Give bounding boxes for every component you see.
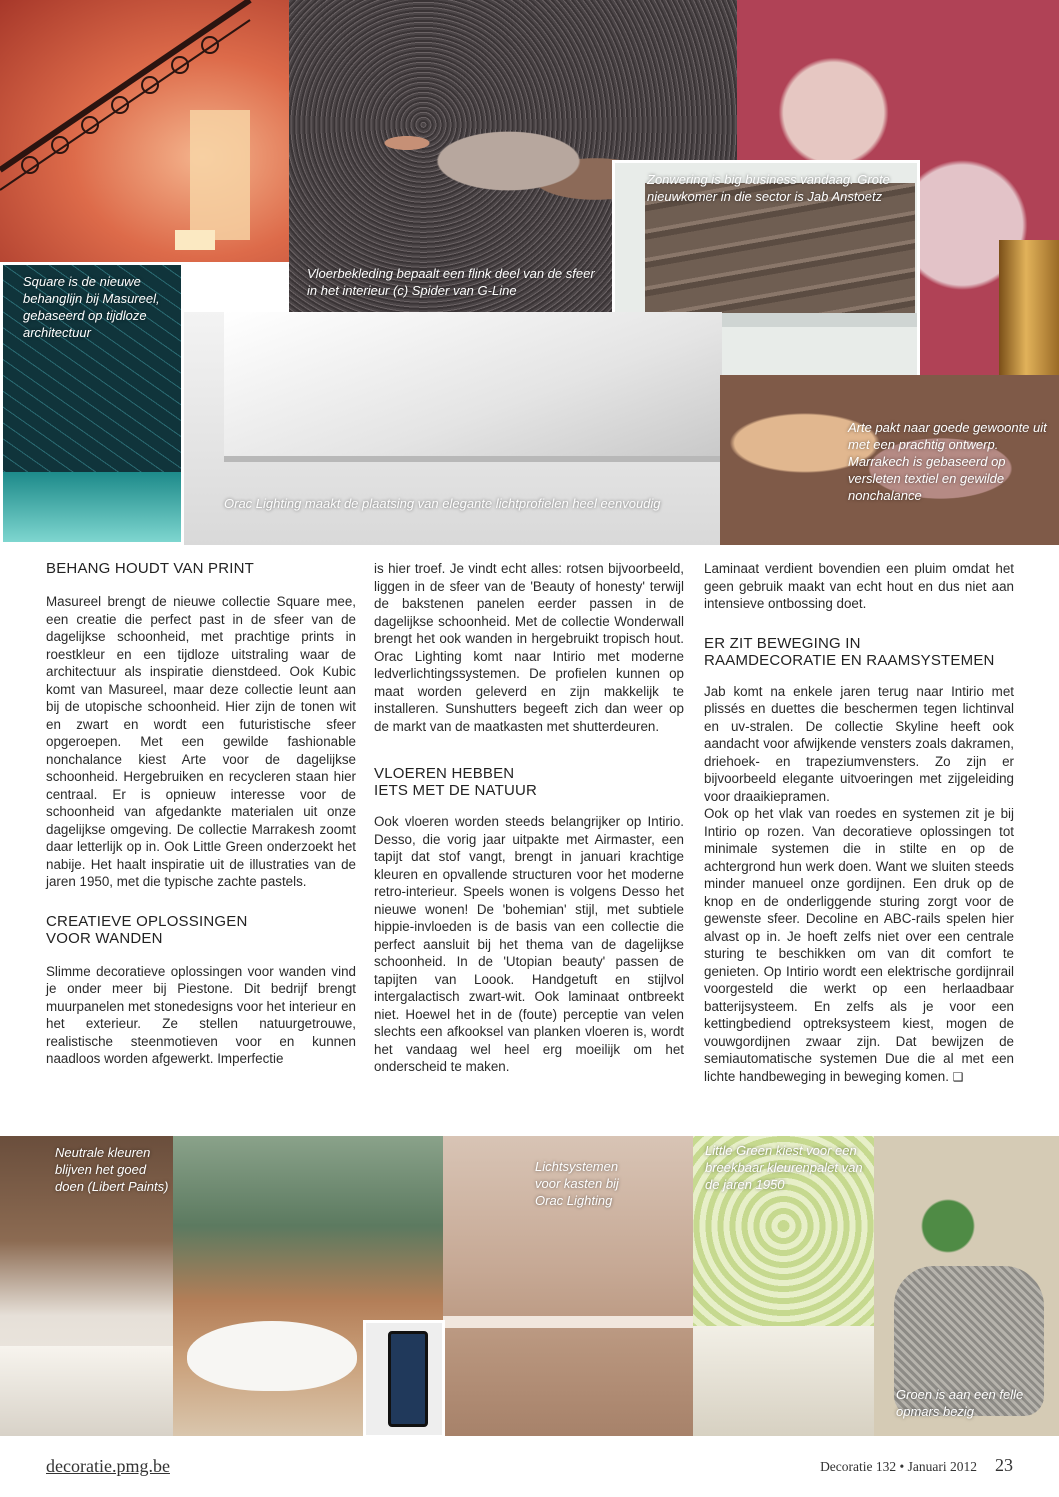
caption-green: Groen is aan een felle opmars bezig [896, 1387, 1024, 1419]
paragraph-raamsystemen [704, 805, 1014, 1086]
phone-screen-graphic [388, 1331, 428, 1427]
photo-square-wallpaper [0, 262, 184, 545]
footer-website-link[interactable]: decoratie.pmg.be [46, 1456, 170, 1476]
paragraph-raamsystemen-text: Ook op het vlak van roedes en systemen zit je bij Intirio op rozen. Van decoratieve oplossingen tot minimale systemen die in stilte en op de achtergrond hun werk doen. Want we sluiten steeds minder manueel onze gordijnen. Een druk op de knop en de onderliggende sturing zorgt voor de gewenste sfeer. Decoline en ABC-rails spelen hier alvast op in. Je hoeft zelfs niet over een centrale sturing te beschikken om van dit comfort te genieten. Op Intirio wordt een elektrische gordijnrail voorgesteld die werkt op een herlaadbaar batterijsysteem. En zelfs als je voor een kettingbediend optreksysteem kiest, mogen de vouwgordijnen zwaar zijn. Dat bewijzen de semiautomatische systemen Due die al met een lichte handbeweging in beweging komen. [704, 806, 1014, 1084]
end-mark-icon: ❑ [952, 1069, 964, 1084]
photo-orac-lighting [184, 312, 722, 545]
heading-creatieve [46, 913, 356, 947]
paragraph-vloeren: Ook vloeren worden steeds belangrijker op Intirio. Desso, die vorig jaar uitpakte met Airmaster, een tapijt dat stof vangt, brengt in januari krachtige kleuren en opvallende structuren voor het moderne retro-interieur. Speels wonen is volgens Desso het nieuwe wonen! De 'bohemian' stijl, met subtiele hippie-invloeden is de basis van een collectie die perfect aansluit bij het thema van de dagelijkse schoonheid. In de 'Utopian beauty' passen de tapijten van Loook. Handgetuft en stijlvol intergalactisch zwart-wit. Ook laminaat ontbreekt niet. Hoewel het in de (foute) perceptie van velen slechts een afkooksel van planken vloeren is, wordt het vandaag wel heel erg moeilijk om het onderscheid te maken. [374, 814, 684, 1074]
photo-arte-marrakech [720, 375, 1059, 545]
caption-arte: Arte pakt naar goede gewoonte uit met een prachtig ontwerp. Marrakech is gebaseerd op versleten textiel en gewilde nonchalance [848, 420, 1047, 503]
heading-vloeren [374, 765, 684, 799]
heading-creatieve-line2: VOOR WANDEN [46, 929, 163, 947]
bed-graphic [0, 1346, 173, 1436]
dining-table-graphic [693, 1326, 874, 1436]
article-column-3 [704, 560, 1014, 1086]
bathtub-graphic [187, 1321, 357, 1391]
caption-light: Lichtsystemen voor kasten bij Orac Lighting [535, 1159, 619, 1208]
caption-blinds: Zonwering is big business vandaag. Grote nieuwkomer in die sector is Jab Anstoetz [647, 172, 890, 204]
photo-staircase [0, 0, 289, 262]
heading-raamdecoratie-line1: ER ZIT BEWEGING IN [704, 634, 861, 652]
paragraph-raamdecoratie: Jab komt na enkele jaren terug naar Intirio met plissés en duettes die beschermen tegen lichtinval en uv-stralen. De collectie Skyline heeft ook aandacht voor afwijkende vensters zoals dakramen, driehoek- en trapeziumvensters. Zo zijn er bijvoorbeeld elegante uitvoeringen met zijgeleiding voor draaikiepramen. [704, 683, 1014, 804]
paragraph-wanden: Slimme decoratieve oplossingen voor wanden vind je onder meer bij Piestone. Dit bedrijf brengt muurpanelen met stonedesigns voor het interieur en het exterieur. Ze stellen natuurgetrouwe, realistische steenmotieven voor en kunnen naadloos worden afgewerkt. Imperfectie [46, 963, 356, 1066]
staircase-railing-graphic [0, 0, 289, 262]
heading-vloeren-line2: IETS MET DE NATUUR [374, 782, 538, 799]
caption-square: Square is de nieuwe behanglijn bij Masureel, gebaseerd op tijdloze architectuur [23, 274, 160, 340]
article-column-2 [374, 560, 684, 1076]
woman-on-carpet-graphic [349, 95, 639, 215]
caption-carpet: Vloerbekleding bepaalt een flink deel van de sfeer in het interieur (c) Spider van G-Line [307, 266, 595, 298]
heading-raamdecoratie-line2: RAAMDECORATIE EN RAAMSYSTEMEN [704, 651, 995, 669]
paragraph-wanden-continued: is hier troef. Je vindt echt alles: rotsen bijvoorbeeld, liggen in de sfeer van de 'Beauty of honesty' terwijl de bakstenen panelen eerder passen in de dagelijkse schoonheid. Met de collectie Wonderwall brengt het ook wanden in hergebruikt tropisch hout. Orac Lighting komt naar Intirio met moderne ledverlichtingssystemen. De profielen kunnen op maat worden geleverd en zijn makkelijk te installeren. Sunshutters begeeft zich dan weer op de markt van de maatkasten met shutterdeuren. [374, 561, 684, 734]
lit-shelf-graphic [443, 1316, 693, 1328]
photo-little-green [693, 1136, 874, 1436]
photo-green-wallpaper-chair [874, 1136, 1059, 1436]
heading-behang: BEHANG HOUDT VAN PRINT [46, 560, 255, 577]
gold-vase-graphic [999, 240, 1059, 375]
caption-libert: Neutrale kleuren blijven het goed doen (Libert Paints) [55, 1145, 169, 1194]
paragraph-behang: Masureel brengt de nieuwe collectie Square mee, een creatie die perfect past in de sfeer van de dagelijkse schoonheid, met prachtige prints in roestkleur en een tijdloze uitstraling waar de architectuur als inspiratie dienstdeed. Ook Kubic komt van Masureel, maar deze collectie leunt aan bij de utopische schoonheid. Hier zijn de tonen wit en zwart en wordt een futuristische sfeer opgeroepen. Met een gewilde fashionable nonchalance kiest Arte voor de dagelijkse schoonheid. Hergebruiken en recycleren staan hier centraal. Er is opnieuw interesse voor de schoonheid van afgedankte materialen uit onze dagelijkse omgeving. De collectie Marrakesh zoomt daar letterlijk op in. Ook Little Green onderzoekt het nabije. Het haalt inspiratie uit de illustraties van de jaren 1950, met die typische zachte pastels. [46, 594, 356, 889]
heading-vloeren-line1: VLOEREN HEBBEN [374, 765, 515, 782]
caption-little-green: Little Green kiest voor een breekbaar kleurenpalet van de jaren 1950 [705, 1143, 863, 1192]
caption-orac: Orac Lighting maakt de plaatsing van elegante lichtprofielen heel eenvoudig [224, 496, 661, 511]
floor-graphic [3, 472, 184, 542]
light-profile-graphic [224, 312, 722, 462]
heading-creatieve-line1: CREATIEVE OPLOSSINGEN [46, 912, 248, 930]
footer-issue-info: Decoratie 132 • Januari 2012 [820, 1459, 977, 1474]
article-column-1 [46, 560, 356, 1068]
paragraph-laminaat: Laminaat verdient bovendien een pluim omdat het geen gebruik maakt van echt hout en dus niet aan intensieve ontbossing doet. [704, 561, 1014, 611]
heading-raamdecoratie [704, 635, 1014, 669]
photo-smartphone [363, 1320, 445, 1438]
page-number: 23 [995, 1455, 1013, 1475]
photo-closet-lighting [443, 1136, 693, 1436]
photo-libert-bedroom [0, 1136, 173, 1436]
